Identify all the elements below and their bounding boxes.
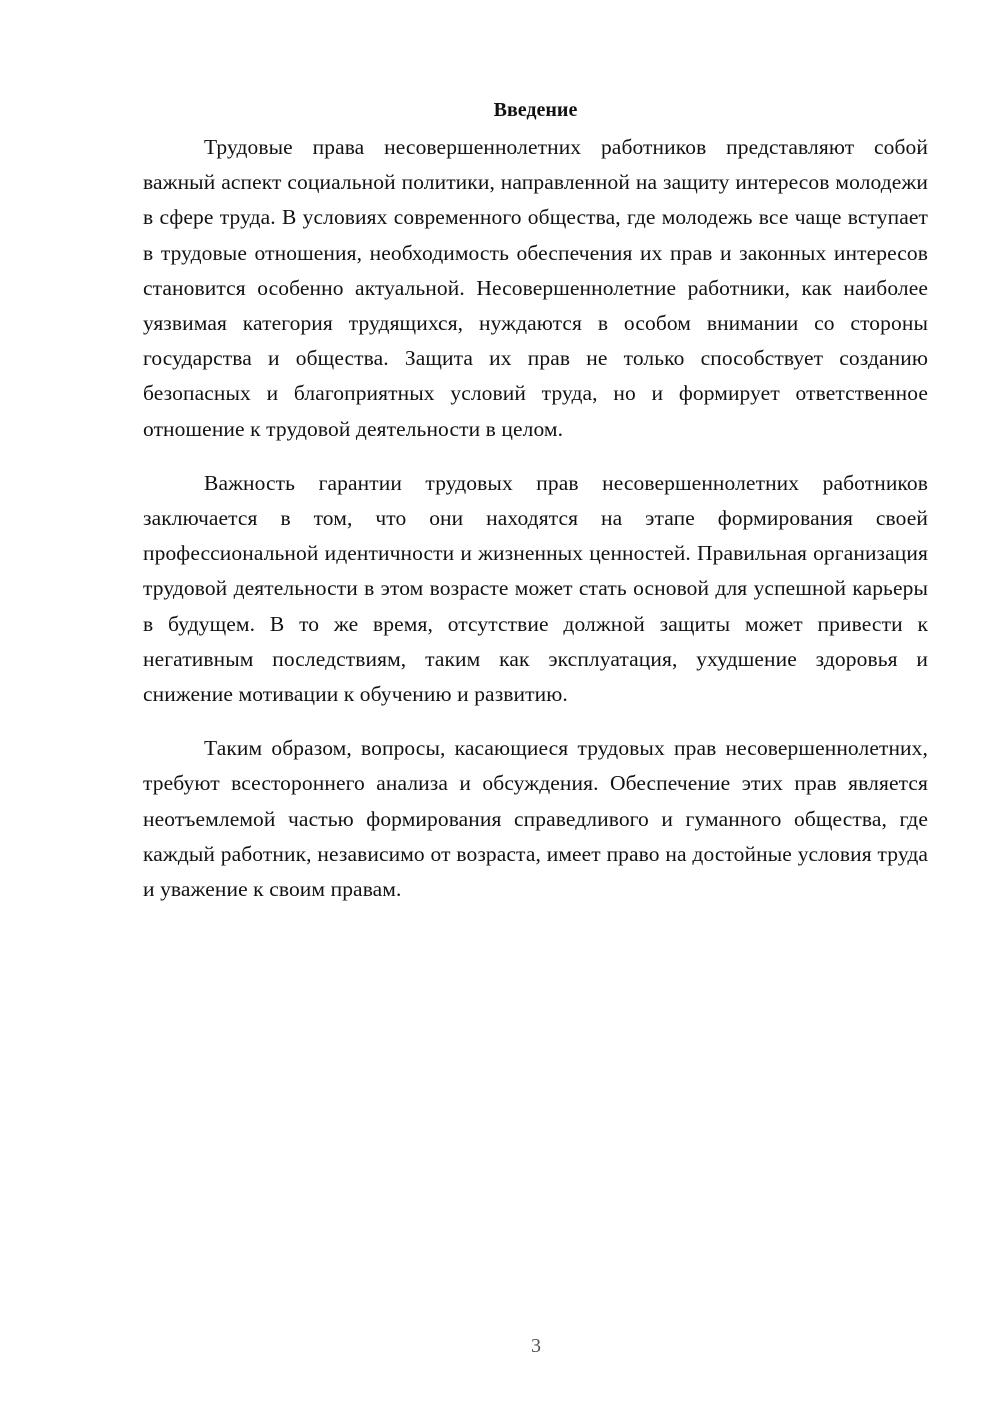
paragraph-1: Трудовые права несовершеннолетних работников представляют собой важный аспект социальной политики, направленной на защиту интересов молодежи в сфере труда. В условиях современного общества, где молодежь все чаще вступает в трудовые отношения, необходимость обеспечения их прав и законных интересов становится особенно актуальной. Несовершеннолетние работники, как наиболее уязвимая категория трудящихся, нуждаются в особом внимании со стороны государства и общества. Защита их прав не только способствует созданию безопасных и благоприятных условий труда, но и формирует ответственное отношение к трудовой деятельности в целом. (143, 135, 928, 441)
paragraph-3: Таким образом, вопросы, касающиеся трудовых прав несовершеннолетних, требуют всестороннего анализа и обсуждения. Обеспечение этих прав является неотъемлемой частью формирования справедливого и гуманного общества, где каждый работник, независимо от возраста, имеет право на достойные условия труда и уважение к своим правам. (143, 736, 928, 902)
page-number: 3 (531, 1335, 541, 1357)
paragraph-2: Важность гарантии трудовых прав несовершеннолетних работников заключается в том, что они находятся на этапе формирования своей профессиональной идентичности и жизненных ценностей. Правильная организация трудовой деятельности в этом возрасте может стать основой для успешной карьеры в будущем. В то же время, отсутствие должной защиты может привести к негативным последствиям, таким как эксплуатация, ухудшение здоровья и снижение мотивации к обучению и развитию. (143, 470, 928, 707)
section-heading: Введение (493, 99, 578, 121)
page-content (143, 92, 928, 907)
